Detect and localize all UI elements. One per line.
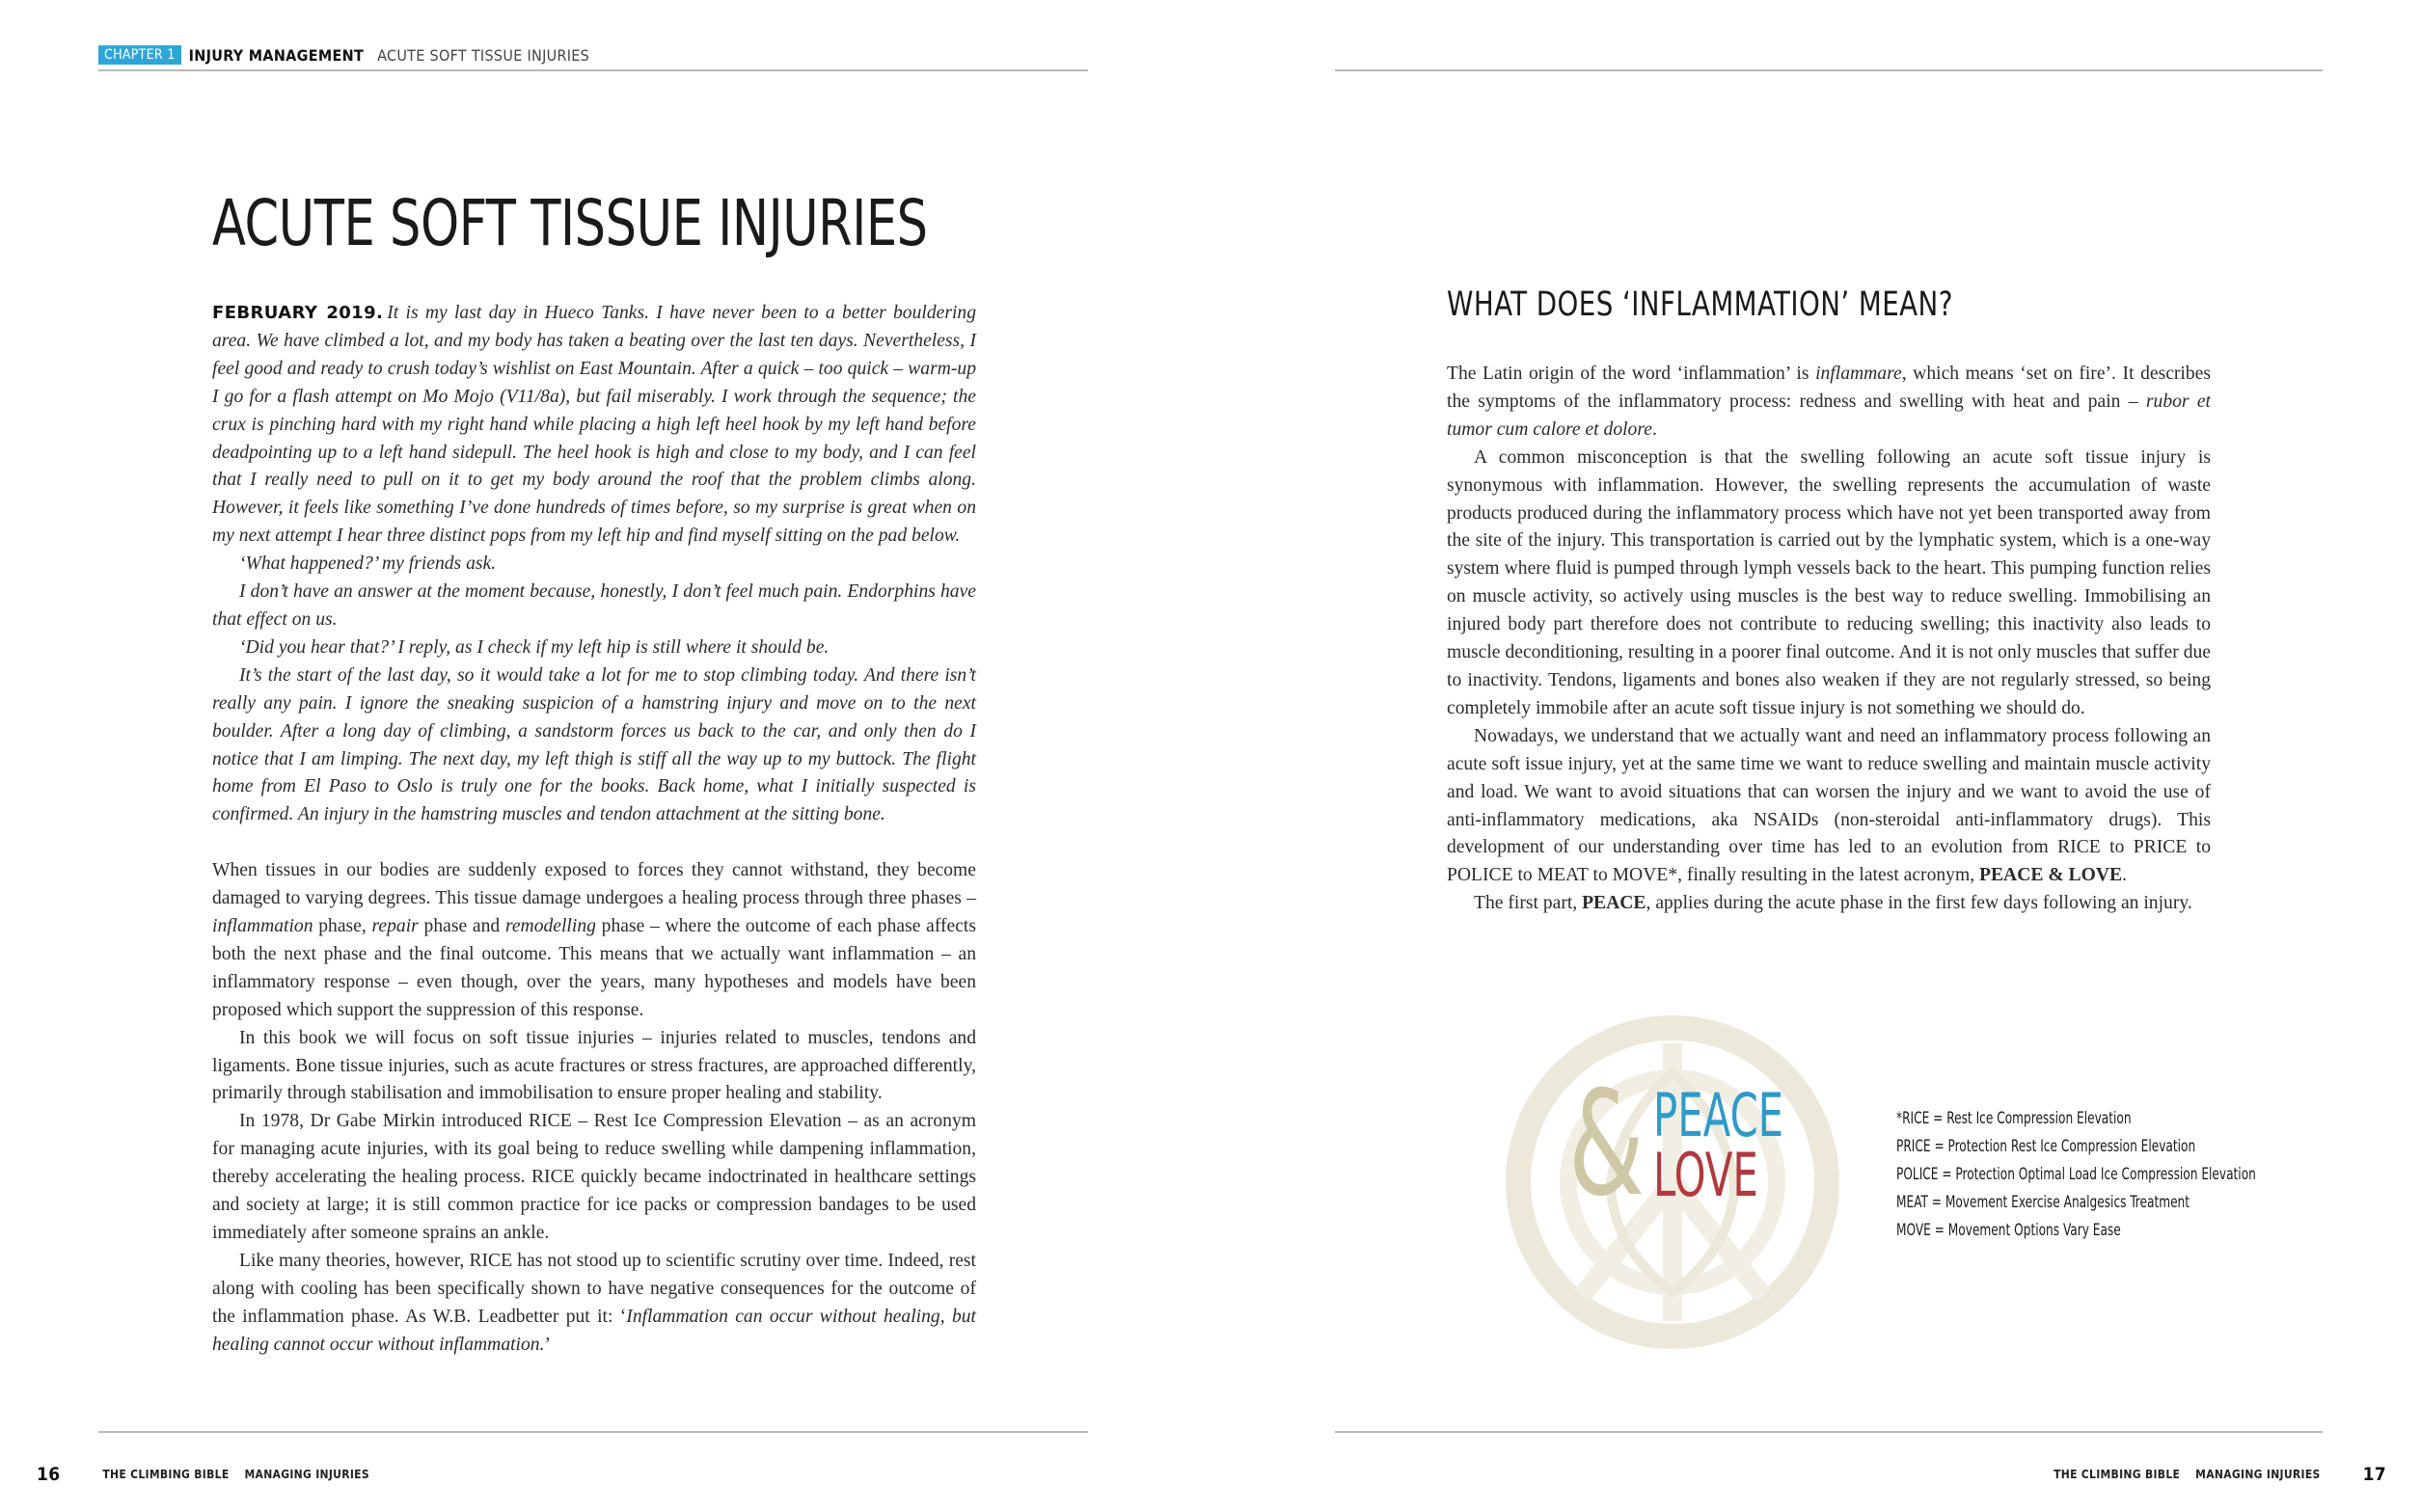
footer-rule-left xyxy=(98,1431,1088,1433)
footer-left xyxy=(37,1464,369,1485)
acronym-item: POLICE = Protection Optimal Load Ice Compression Elevation xyxy=(1896,1164,2256,1183)
footer-book-subtitle: MANAGING INJURIES xyxy=(2195,1468,2321,1481)
footer-book-title: THE CLIMBING BIBLE xyxy=(102,1468,230,1481)
story-paragraph: FEBRUARY 2019. It is my last day in Hueco Tanks. I have never been to a better bouldering area. We have climbed a lot, and my body has taken a beating over the last ten days. Nevertheless, I feel good and ready to crush today’s wishlist on East Mountain. After a quick – too quick – warm-up I go for a flash attempt on Mo Mojo (V11/8a), but fail miserably. I work through the sequence; the crux is pinching hard with my right hand while placing a high left heel hook by my left hand before deadpointing up to a left hand sidepull. The heel hook is high and close to my body, and I can feel that I really need to pull on it to get my body around the roof that the problem climbs along. However, it feels like something I’ve done hundreds of times before, so my surprise is great when on my next attempt I hear three distinct pops from my left hip and find myself sitting on the pad below. xyxy=(212,303,976,547)
acronym-list xyxy=(1896,1105,2256,1245)
chapter-badge: CHAPTER 1 xyxy=(98,45,181,65)
story-paragraph: ‘What happened?’ my friends ask. xyxy=(239,554,497,575)
running-header xyxy=(98,44,589,66)
story-paragraph: ‘Did you hear that?’ I reply, as I check if my left hip is still where it should be. xyxy=(239,636,830,658)
footer-book-subtitle: MANAGING INJURIES xyxy=(244,1468,369,1481)
body-paragraph: In 1978, Dr Gabe Mirkin introduced RICE – Rest Ice Compression Elevation – as an acronym for managing acute injuries, with its goal being to reduce swelling while dampening inflammation, thereby accelerating the healing process. RICE quickly became indoctrinated in healthcare settings and society at large; it is still common practice for ice packs or compression bandages to be used immediately after someone sprains an ankle. xyxy=(212,1111,976,1243)
footer-right xyxy=(2054,1464,2386,1485)
acronym-item: *RICE = Rest Ice Compression Elevation xyxy=(1896,1109,2132,1127)
body-paragraph: A common misconception is that the swelling following an acute soft tissue injury is synonymous with inflammation. However, the swelling represents the accumulation of waste products produced during the inflammatory process which have not yet been transported away from the site of the injury. This transportation is carried out by the lymphatic system, which is a one-way system where fluid is pumped through lymph vessels back to the heart. This pumping function relies on muscle activity, so actively using muscles is the best way to reduce swelling. Immobilising an injured body part therefore does not contribute to reducing swelling; this inactivity also leads to muscle deconditioning, resulting in a poorer final outcome. And it is not only muscles that suffer due to inactivity. Tendons, ligaments and bones also weaken if they are not regularly stressed, so being completely immobile after an acute soft tissue injury is not something we should do. xyxy=(1447,446,2211,718)
acronym-item: MEAT = Movement Exercise Analgesics Treatment xyxy=(1896,1192,2190,1211)
header-rule-left xyxy=(98,69,1088,71)
header-section: INJURY MANAGEMENT xyxy=(188,45,365,65)
body-paragraph: When tissues in our bodies are suddenly exposed to forces they cannot withstand, they become damaged to varying degrees. This tissue damage undergoes a healing process through three phases – inflammation phase, repair phase and remodelling phase – where the outcome of each phase affects both the next phase and the final outcome. This means that we actually want inflammation – an inflammatory response – even though, over the years, many hypotheses and models have been proposed which support the suppression of this response. xyxy=(212,860,976,1020)
page-number-right: 17 xyxy=(2362,1464,2386,1485)
section-heading: WHAT DOES ‘INFLAMMATION’ MEAN? xyxy=(1447,285,1953,324)
acronym-item: MOVE = Movement Options Vary Ease xyxy=(1896,1220,2121,1239)
body-paragraph: The Latin origin of the word ‘inflammation’ is inflammare, which means ‘set on fire’. It describes the symptoms of the inflammatory process: redness and swelling with heat and pain – rubor et tumor cum calore et dolore. xyxy=(1447,364,2211,440)
footer-rule-right xyxy=(1335,1431,2323,1433)
header-rule-right xyxy=(1335,69,2323,71)
story-paragraph: It’s the start of the last day, so it would take a lot for me to stop climbing today. And there isn’t really any pain. I ignore the sneaking suspicion of a hamstring injury and move on to the next boulder. After a long day of climbing, a sandstorm forces us back to the car, and only then do I notice that I am limping. The next day, my left thigh is stiff all the way up to my buttock. The flight home from El Paso to Oslo is truly one for the books. Back home, what I initially suspected is confirmed. An injury in the hamstring muscles and tendon attachment at the sitting bone. xyxy=(212,664,976,825)
body-paragraph: The first part, PEACE, applies during the acute phase in the first few days following an injury. xyxy=(1474,893,2192,914)
right-column xyxy=(1447,361,2211,918)
body-paragraph: Nowadays, we understand that we actually want and need an inflammatory process following an acute soft issue injury, yet at the same time we want to reduce swelling and maintain muscle activity and load. We want to avoid situations that can worsen the injury and we want to avoid the use of anti-inflammatory medications, aka NSAIDs (non-steroidal anti-inflammatory drugs). This development of our understanding over time has led to an evolution from RICE to PRICE to POLICE to MEAT to MOVE*, finally resulting in the latest acronym, PEACE & LOVE. xyxy=(1447,725,2211,886)
body-paragraph: Like many theories, however, RICE has not stood up to scientific scrutiny over time. Indeed, rest along with cooling has been specifically shown to have negative consequences for the outcome of the inflammation phase. As W.B. Leadbetter put it: ‘Inflammation can occur without healing, but healing cannot occur without inflammation.’ xyxy=(212,1250,976,1355)
page-title: ACUTE SOFT TISSUE INJURIES xyxy=(212,186,928,260)
page-number-left: 16 xyxy=(37,1464,61,1485)
peace-love-logo xyxy=(1505,1014,1840,1350)
body-paragraph: In this book we will focus on soft tissue injuries – injuries related to muscles, tendons and ligaments. Bone tissue injuries, such as acute fractures or stress fractures, are approached differently, primarily through stabilisation and immobilisation to ensure proper healing and stability. xyxy=(212,1027,976,1104)
story-lead: FEBRUARY 2019. xyxy=(212,303,384,323)
logo-ampersand: & xyxy=(1568,1061,1645,1228)
story-paragraph: I don’t have an answer at the moment because, honestly, I don’t feel much pain. Endorphins have that effect on us. xyxy=(212,581,976,630)
footer-book-title: THE CLIMBING BIBLE xyxy=(2054,1468,2181,1481)
header-subsection: ACUTE SOFT TISSUE INJURIES xyxy=(377,45,590,65)
left-column xyxy=(212,300,976,1360)
logo-word-peace: PEACE xyxy=(1653,1080,1784,1150)
logo-word-love: LOVE xyxy=(1653,1140,1758,1210)
acronym-item: PRICE = Protection Rest Ice Compression Elevation xyxy=(1896,1136,2196,1155)
